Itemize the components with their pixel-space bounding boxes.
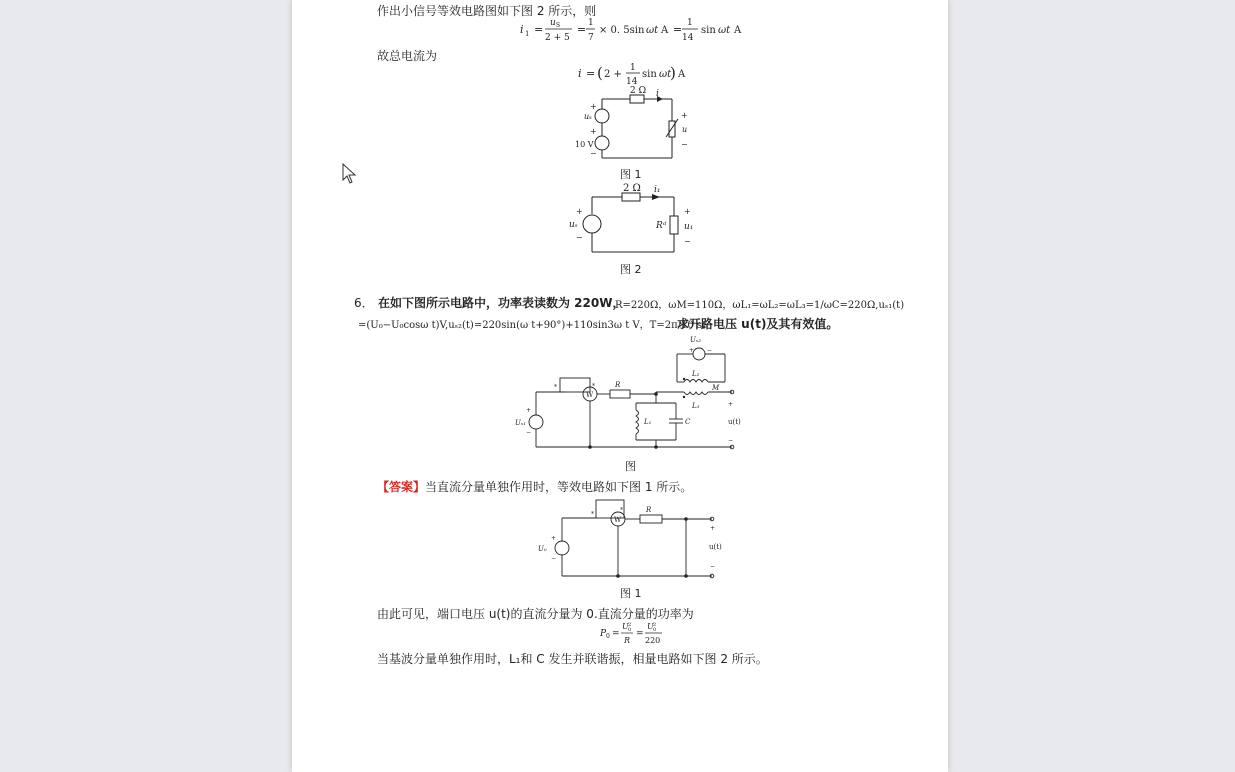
svg-text:sin: sin [642,69,657,80]
svg-text:+: + [684,207,691,216]
svg-text:ωt: ωt [646,25,659,36]
svg-text:−: − [684,237,691,246]
svg-text:u: u [682,125,688,134]
svg-text:+: + [576,207,583,216]
text-line-small-signal: 作出小信号等效电路图如下图 2 所示，则 [377,4,597,18]
svg-text:): ) [670,64,676,82]
question-6-task: 求开路电压 u(t)及其有效值。 [677,317,839,331]
svg-text:+: + [689,347,695,354]
svg-text:7: 7 [588,33,594,43]
svg-text:R: R [615,381,621,389]
svg-text:C: C [685,418,691,426]
svg-text:*: * [592,383,595,390]
svg-text:=: = [534,23,544,36]
question-6-figure-caption: 图 [625,460,636,473]
text-line-fundamental: 当基波分量单独作用时，L₁和 C 发生并联谐振，相量电路如下图 2 所示。 [377,652,768,666]
svg-text:× 0. 5sin: × 0. 5sin [599,25,645,36]
svg-text:=: = [673,23,683,36]
svg-text:Uₛ₁: Uₛ₁ [515,419,527,427]
svg-text:W: W [586,391,594,399]
svg-text:−: − [681,140,688,149]
svg-text:0: 0 [606,633,610,640]
svg-text:i: i [578,67,582,80]
svg-text:Rᵈ: Rᵈ [656,221,667,231]
svg-text:ωt: ωt [718,25,731,36]
svg-text:A: A [678,69,686,80]
question-6-sources: =(U₀−U₀cosω t)V,uₛ₂(t)=220sin(ω t+90°)+110sin3ω t V，T=2π/10 s。 [358,320,713,331]
svg-text:u(t): u(t) [728,418,741,426]
circuit-question-6 [514,330,754,455]
svg-text:P: P [600,629,607,639]
equation-i1 [520,16,750,44]
mouse-cursor-icon [342,163,358,185]
svg-text:L₂: L₂ [692,370,700,378]
svg-text:−: − [710,563,716,570]
question-6-statement: 在如下图所示电路中，功率表读数为 220W， [378,296,625,310]
circuit-figure-1 [562,87,692,162]
svg-text:+: + [551,535,557,542]
svg-text:(: ( [597,64,603,82]
svg-text:−: − [526,429,532,436]
svg-text:=: = [586,67,596,80]
svg-text:L₃: L₃ [692,402,700,410]
document-page [292,0,948,772]
svg-text:2 Ω: 2 Ω [623,183,641,194]
svg-text:0: 0 [628,627,632,633]
svg-text:u(t): u(t) [709,543,722,551]
svg-text:+: + [710,525,716,532]
svg-text:=: = [612,629,620,639]
text-line-total-current: 故总电流为 [377,49,438,63]
figure-2-caption: 图 2 [620,263,642,276]
svg-text:−: − [707,347,713,354]
svg-text:u₁: u₁ [684,222,694,232]
svg-text:−: − [551,555,557,562]
svg-text:220: 220 [645,636,661,645]
answer-tag: 【答案】 [377,480,426,494]
svg-text:14: 14 [682,33,694,43]
svg-text:U₀: U₀ [538,545,547,553]
svg-text:S: S [556,22,561,29]
figure-1-caption: 图 1 [620,168,642,181]
svg-text:−: − [576,233,583,242]
svg-text:R: R [624,636,631,645]
question-6-parameters: R=220Ω，ωM=110Ω，ωL₁=ωL₂=ωL₃=1/ωC=220Ω,uₛ₁(t) [615,300,905,311]
svg-text:+: + [590,102,597,111]
svg-text:1: 1 [687,18,693,28]
svg-text:Uₛ₂: Uₛ₂ [690,336,702,344]
svg-text:+: + [590,127,597,136]
answer-line [377,478,692,495]
svg-text:2 Ω: 2 Ω [630,86,647,96]
equation-power [600,620,670,648]
svg-text:R: R [646,506,652,514]
svg-text:2 + 5: 2 + 5 [545,33,570,43]
svg-text:*: * [554,384,557,391]
svg-text:uₛ: uₛ [584,112,592,121]
svg-text:=: = [636,629,644,639]
svg-text:+: + [526,407,532,414]
text-line-dc-component: 由此可见，端口电压 u(t)的直流分量为 0.直流分量的功率为 [377,607,694,621]
question-6-number: 6． [354,296,374,310]
dc-figure-caption: 图 1 [620,587,642,600]
svg-text:U: U [647,622,654,631]
svg-text:i: i [656,89,659,99]
svg-text:L₁: L₁ [644,418,652,426]
svg-text:14: 14 [626,77,638,87]
answer-text: 当直流分量单独作用时，等效电路如下图 1 所示。 [425,480,693,494]
svg-text:=: = [577,23,587,36]
svg-text:sin: sin [701,25,716,36]
svg-text:i₁: i₁ [654,185,661,195]
svg-text:−: − [728,437,734,444]
svg-text:ωt: ωt [659,69,672,80]
svg-text:A: A [734,25,742,36]
svg-text:1: 1 [525,30,530,38]
svg-text:0: 0 [653,627,657,633]
circuit-figure-2 [564,184,694,259]
svg-text:2 +: 2 + [604,69,622,80]
svg-text:1: 1 [630,63,636,73]
svg-text:10 V: 10 V [575,140,594,149]
svg-text:+: + [681,111,688,120]
svg-text:*: * [620,507,623,514]
svg-text:A: A [661,25,669,36]
svg-text:2: 2 [628,622,632,628]
svg-text:1: 1 [588,18,594,28]
svg-text:u: u [550,18,556,28]
svg-text:U: U [622,622,629,631]
svg-text:i: i [520,23,524,36]
svg-text:−: − [590,149,597,158]
circuit-dc-equivalent [532,496,732,582]
svg-text:*: * [591,511,594,518]
svg-text:uₛ: uₛ [569,220,578,230]
svg-text:2: 2 [653,622,657,628]
svg-text:W: W [614,516,622,524]
svg-text:M: M [712,384,720,392]
svg-text:+: + [728,401,734,408]
